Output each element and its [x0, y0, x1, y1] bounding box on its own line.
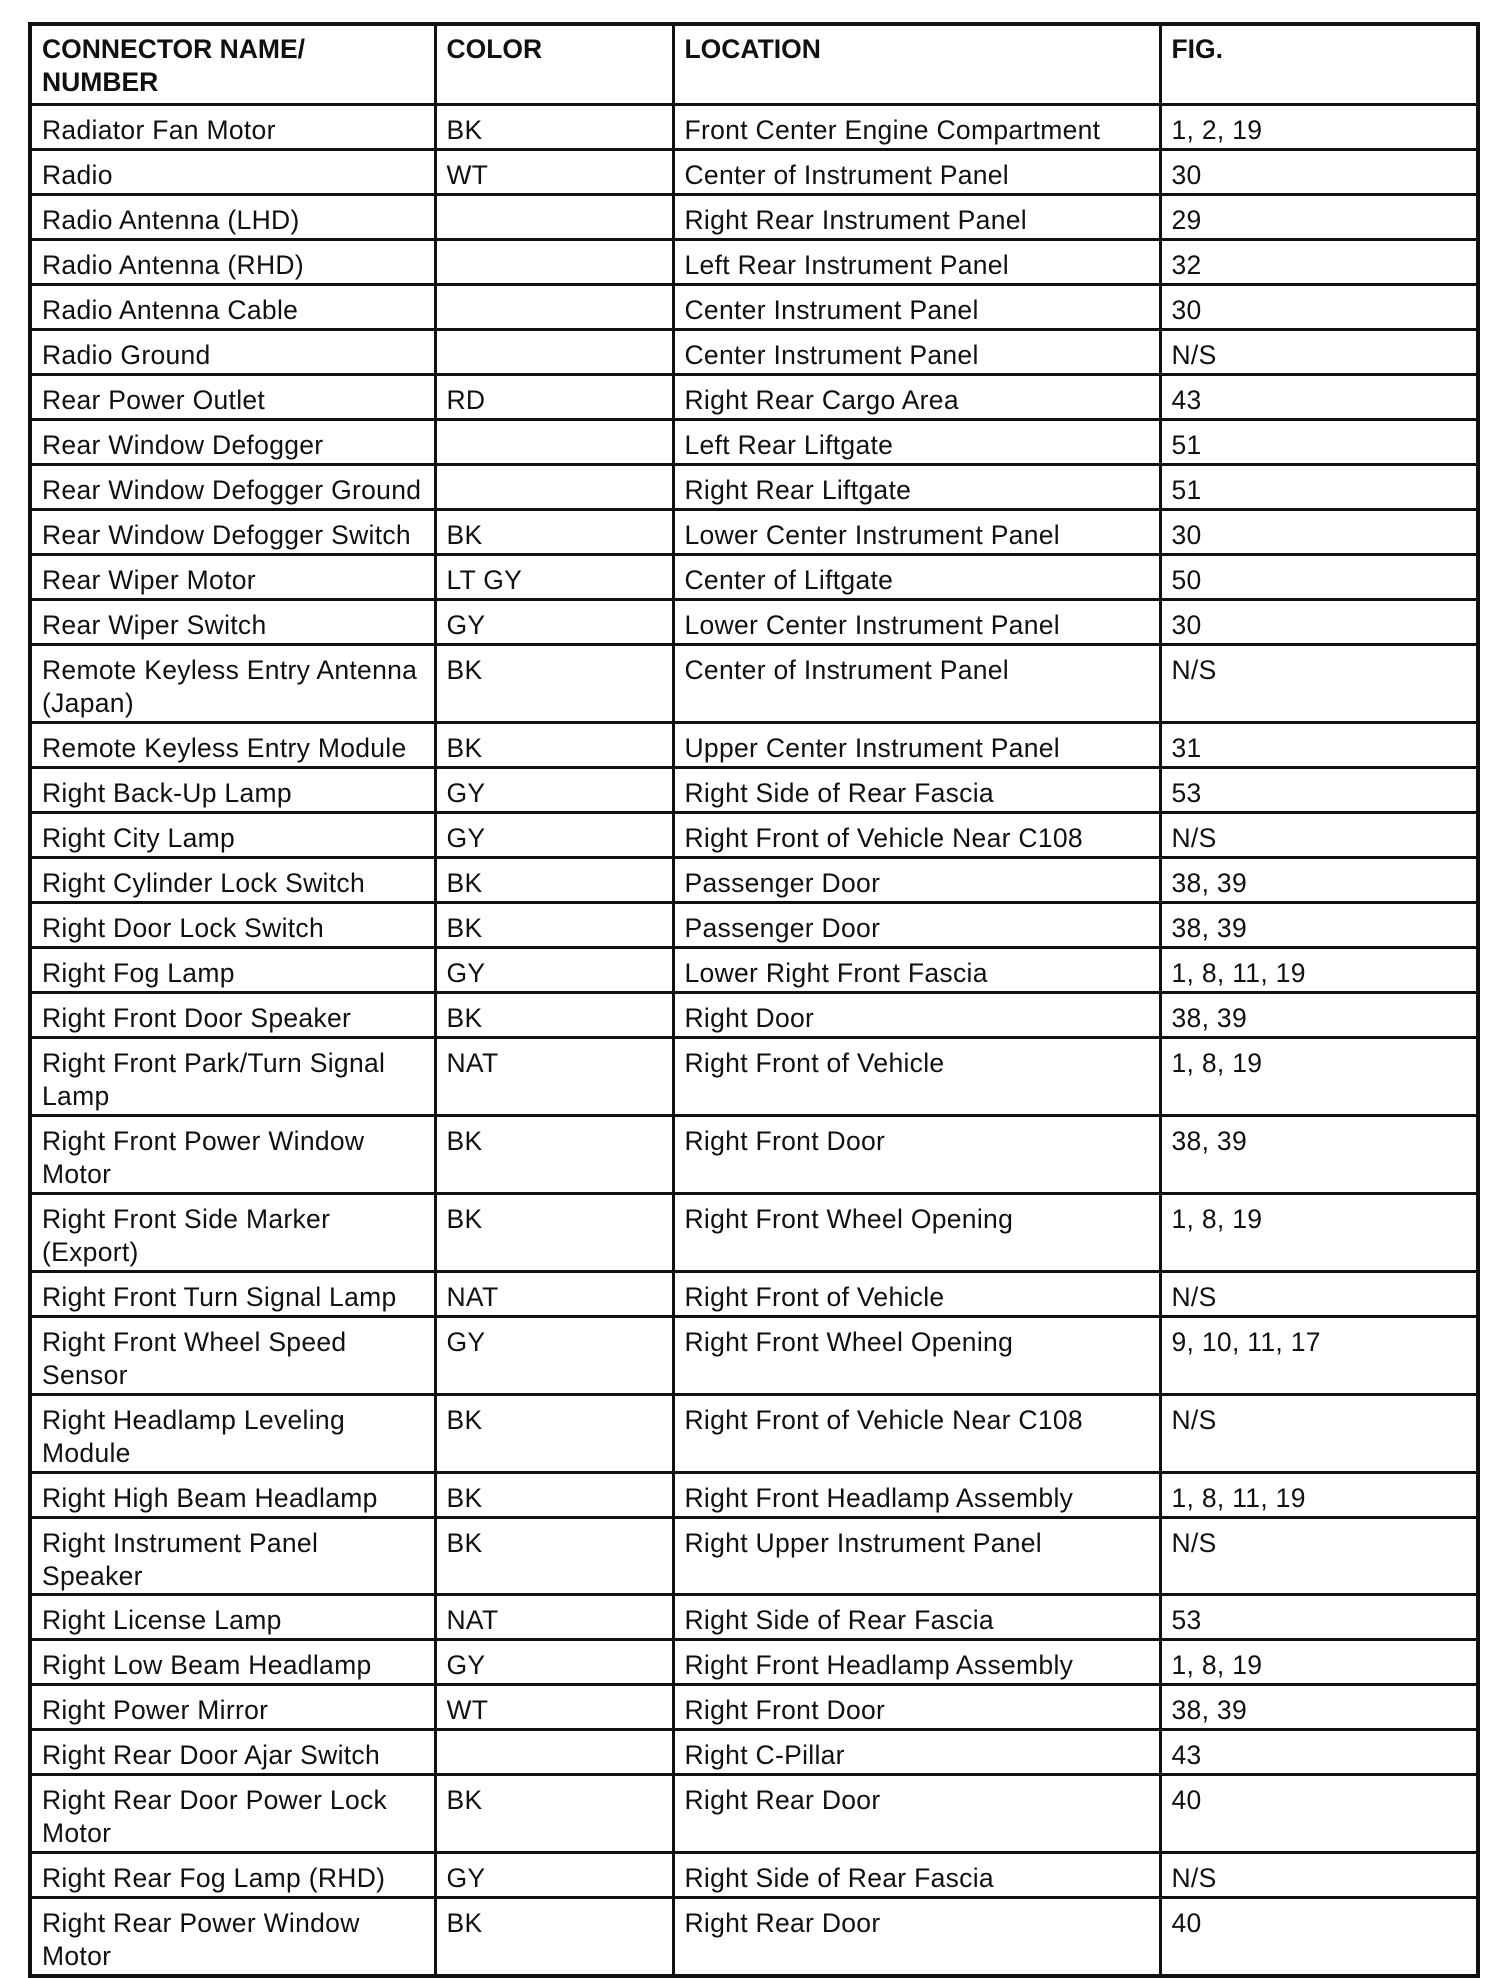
cell-connector-name: Right Back-Up Lamp [30, 768, 435, 813]
cell-color: NAT [435, 1272, 673, 1317]
table-header [30, 24, 1478, 105]
table-row [30, 1730, 1478, 1775]
cell-fig: N/S [1160, 1395, 1478, 1473]
cell-location: Right Front of Vehicle Near C108 [673, 1395, 1160, 1473]
cell-location: Right C-Pillar [673, 1730, 1160, 1775]
cell-connector-name: Rear Window Defogger Ground [30, 465, 435, 510]
cell-location: Center of Instrument Panel [673, 150, 1160, 195]
cell-location: Right Front Headlamp Assembly [673, 1473, 1160, 1518]
cell-connector-name: Radio Antenna Cable [30, 285, 435, 330]
cell-fig: 43 [1160, 375, 1478, 420]
cell-color [435, 1730, 673, 1775]
table-row [30, 723, 1478, 768]
cell-connector-name: Right Front Door Speaker [30, 993, 435, 1038]
cell-fig: N/S [1160, 1518, 1478, 1595]
header-location: LOCATION [673, 24, 1160, 105]
cell-connector-name: Right Instrument Panel Speaker [30, 1518, 435, 1595]
cell-color: BK [435, 903, 673, 948]
cell-connector-name: Right Power Mirror [30, 1685, 435, 1730]
cell-fig: 38, 39 [1160, 903, 1478, 948]
table-row [30, 420, 1478, 465]
cell-location: Right Upper Instrument Panel [673, 1518, 1160, 1595]
cell-fig: 30 [1160, 285, 1478, 330]
cell-location: Front Center Engine Compartment [673, 105, 1160, 150]
cell-location: Center of Instrument Panel [673, 645, 1160, 723]
cell-color: GY [435, 768, 673, 813]
cell-connector-name: Right Front Turn Signal Lamp [30, 1272, 435, 1317]
cell-color [435, 465, 673, 510]
cell-location: Right Front Headlamp Assembly [673, 1640, 1160, 1685]
cell-location: Right Front Wheel Opening [673, 1194, 1160, 1272]
table-row [30, 645, 1478, 723]
cell-fig: N/S [1160, 813, 1478, 858]
cell-connector-name: Remote Keyless Entry Module [30, 723, 435, 768]
cell-connector-name: Rear Wiper Switch [30, 600, 435, 645]
cell-color: NAT [435, 1595, 673, 1640]
cell-location: Right Door [673, 993, 1160, 1038]
cell-color [435, 195, 673, 240]
table-row [30, 903, 1478, 948]
table-row [30, 150, 1478, 195]
cell-location: Right Rear Cargo Area [673, 375, 1160, 420]
cell-location: Center of Liftgate [673, 555, 1160, 600]
cell-color: BK [435, 723, 673, 768]
table-row [30, 993, 1478, 1038]
cell-color: GY [435, 1853, 673, 1898]
cell-connector-name: Radio Antenna (RHD) [30, 240, 435, 285]
cell-location: Left Rear Liftgate [673, 420, 1160, 465]
cell-color: RD [435, 375, 673, 420]
cell-connector-name: Right Front Side Marker (Export) [30, 1194, 435, 1272]
cell-connector-name: Right City Lamp [30, 813, 435, 858]
connector-table [28, 22, 1480, 1978]
cell-location: Lower Center Instrument Panel [673, 510, 1160, 555]
cell-color: BK [435, 1898, 673, 1977]
cell-location: Passenger Door [673, 903, 1160, 948]
cell-fig: 53 [1160, 768, 1478, 813]
cell-connector-name: Right Front Wheel Speed Sensor [30, 1317, 435, 1395]
cell-location: Right Rear Door [673, 1775, 1160, 1853]
cell-location: Passenger Door [673, 858, 1160, 903]
cell-connector-name: Right Rear Fog Lamp (RHD) [30, 1853, 435, 1898]
table-row [30, 465, 1478, 510]
cell-location: Right Rear Instrument Panel [673, 195, 1160, 240]
cell-fig: 1, 8, 11, 19 [1160, 1473, 1478, 1518]
cell-color: GY [435, 813, 673, 858]
cell-location: Right Rear Door [673, 1898, 1160, 1977]
table-row [30, 1685, 1478, 1730]
cell-location: Upper Center Instrument Panel [673, 723, 1160, 768]
table-row [30, 1518, 1478, 1595]
cell-connector-name: Rear Power Outlet [30, 375, 435, 420]
table-row [30, 1473, 1478, 1518]
cell-location: Right Front Door [673, 1116, 1160, 1194]
cell-color: BK [435, 1116, 673, 1194]
cell-fig: N/S [1160, 330, 1478, 375]
cell-location: Right Front of Vehicle [673, 1272, 1160, 1317]
cell-fig: 9, 10, 11, 17 [1160, 1317, 1478, 1395]
table-row [30, 768, 1478, 813]
cell-fig: 1, 8, 19 [1160, 1038, 1478, 1116]
cell-fig: 51 [1160, 420, 1478, 465]
cell-fig: 1, 8, 19 [1160, 1194, 1478, 1272]
cell-location: Right Front of Vehicle [673, 1038, 1160, 1116]
cell-location: Lower Center Instrument Panel [673, 600, 1160, 645]
table-body [30, 105, 1478, 1977]
cell-connector-name: Right Rear Power Window Motor [30, 1898, 435, 1977]
cell-fig: 40 [1160, 1898, 1478, 1977]
header-row [30, 24, 1478, 105]
cell-location: Right Front Wheel Opening [673, 1317, 1160, 1395]
cell-fig: N/S [1160, 1853, 1478, 1898]
cell-color: BK [435, 1518, 673, 1595]
cell-color: BK [435, 645, 673, 723]
cell-color: BK [435, 858, 673, 903]
table-row [30, 195, 1478, 240]
cell-fig: 38, 39 [1160, 858, 1478, 903]
cell-location: Right Side of Rear Fascia [673, 1595, 1160, 1640]
table-row [30, 948, 1478, 993]
table-row [30, 240, 1478, 285]
cell-fig: 1, 8, 19 [1160, 1640, 1478, 1685]
cell-connector-name: Rear Window Defogger [30, 420, 435, 465]
cell-connector-name: Right High Beam Headlamp [30, 1473, 435, 1518]
cell-connector-name: Radiator Fan Motor [30, 105, 435, 150]
cell-connector-name: Right License Lamp [30, 1595, 435, 1640]
cell-location: Right Side of Rear Fascia [673, 1853, 1160, 1898]
table-row [30, 330, 1478, 375]
cell-color [435, 420, 673, 465]
cell-color: GY [435, 1317, 673, 1395]
table-row [30, 813, 1478, 858]
cell-fig: 51 [1160, 465, 1478, 510]
cell-color: BK [435, 1775, 673, 1853]
cell-fig: N/S [1160, 645, 1478, 723]
cell-fig: 30 [1160, 600, 1478, 645]
table-row [30, 858, 1478, 903]
table-row [30, 285, 1478, 330]
cell-fig: 38, 39 [1160, 993, 1478, 1038]
cell-color: GY [435, 600, 673, 645]
cell-connector-name: Right Fog Lamp [30, 948, 435, 993]
cell-location: Lower Right Front Fascia [673, 948, 1160, 993]
cell-color: LT GY [435, 555, 673, 600]
cell-color [435, 285, 673, 330]
table-row [30, 1640, 1478, 1685]
cell-connector-name: Remote Keyless Entry Antenna (Japan) [30, 645, 435, 723]
cell-connector-name: Right Headlamp Leveling Module [30, 1395, 435, 1473]
table-row [30, 1595, 1478, 1640]
cell-color: WT [435, 1685, 673, 1730]
table-row [30, 1898, 1478, 1977]
cell-connector-name: Right Rear Door Ajar Switch [30, 1730, 435, 1775]
table-row [30, 510, 1478, 555]
cell-fig: 30 [1160, 510, 1478, 555]
cell-connector-name: Right Cylinder Lock Switch [30, 858, 435, 903]
cell-fig: N/S [1160, 1272, 1478, 1317]
table-row [30, 105, 1478, 150]
cell-connector-name: Right Door Lock Switch [30, 903, 435, 948]
cell-color: WT [435, 150, 673, 195]
cell-fig: 30 [1160, 150, 1478, 195]
cell-location: Right Front of Vehicle Near C108 [673, 813, 1160, 858]
cell-color: GY [435, 948, 673, 993]
cell-color: NAT [435, 1038, 673, 1116]
cell-connector-name: Rear Wiper Motor [30, 555, 435, 600]
cell-fig: 29 [1160, 195, 1478, 240]
header-color: COLOR [435, 24, 673, 105]
cell-fig: 53 [1160, 1595, 1478, 1640]
header-fig: FIG. [1160, 24, 1478, 105]
cell-fig: 1, 8, 11, 19 [1160, 948, 1478, 993]
table-row [30, 1038, 1478, 1116]
cell-location: Right Rear Liftgate [673, 465, 1160, 510]
table-row [30, 1116, 1478, 1194]
cell-connector-name: Right Low Beam Headlamp [30, 1640, 435, 1685]
cell-connector-name: Radio Ground [30, 330, 435, 375]
cell-fig: 38, 39 [1160, 1116, 1478, 1194]
table-row [30, 1272, 1478, 1317]
cell-color: GY [435, 1640, 673, 1685]
cell-color: BK [435, 1395, 673, 1473]
cell-location: Right Front Door [673, 1685, 1160, 1730]
cell-fig: 31 [1160, 723, 1478, 768]
cell-connector-name: Right Front Power Window Motor [30, 1116, 435, 1194]
cell-fig: 40 [1160, 1775, 1478, 1853]
cell-fig: 38, 39 [1160, 1685, 1478, 1730]
cell-connector-name: Radio Antenna (LHD) [30, 195, 435, 240]
cell-connector-name: Radio [30, 150, 435, 195]
table-row [30, 1317, 1478, 1395]
cell-color: BK [435, 993, 673, 1038]
table-row [30, 1194, 1478, 1272]
cell-fig: 32 [1160, 240, 1478, 285]
cell-color: BK [435, 510, 673, 555]
header-connector-name: CONNECTOR NAME/ NUMBER [30, 24, 435, 105]
table-row [30, 555, 1478, 600]
cell-location: Center Instrument Panel [673, 330, 1160, 375]
cell-color [435, 330, 673, 375]
cell-color: BK [435, 1473, 673, 1518]
cell-color: BK [435, 1194, 673, 1272]
cell-connector-name: Rear Window Defogger Switch [30, 510, 435, 555]
cell-color: BK [435, 105, 673, 150]
table-row [30, 600, 1478, 645]
cell-connector-name: Right Front Park/Turn Signal Lamp [30, 1038, 435, 1116]
cell-fig: 50 [1160, 555, 1478, 600]
table-row [30, 1853, 1478, 1898]
cell-fig: 1, 2, 19 [1160, 105, 1478, 150]
cell-fig: 43 [1160, 1730, 1478, 1775]
cell-connector-name: Right Rear Door Power Lock Motor [30, 1775, 435, 1853]
table-row [30, 375, 1478, 420]
cell-color [435, 240, 673, 285]
cell-location: Right Side of Rear Fascia [673, 768, 1160, 813]
cell-location: Left Rear Instrument Panel [673, 240, 1160, 285]
cell-location: Center Instrument Panel [673, 285, 1160, 330]
table-row [30, 1775, 1478, 1853]
table-row [30, 1395, 1478, 1473]
